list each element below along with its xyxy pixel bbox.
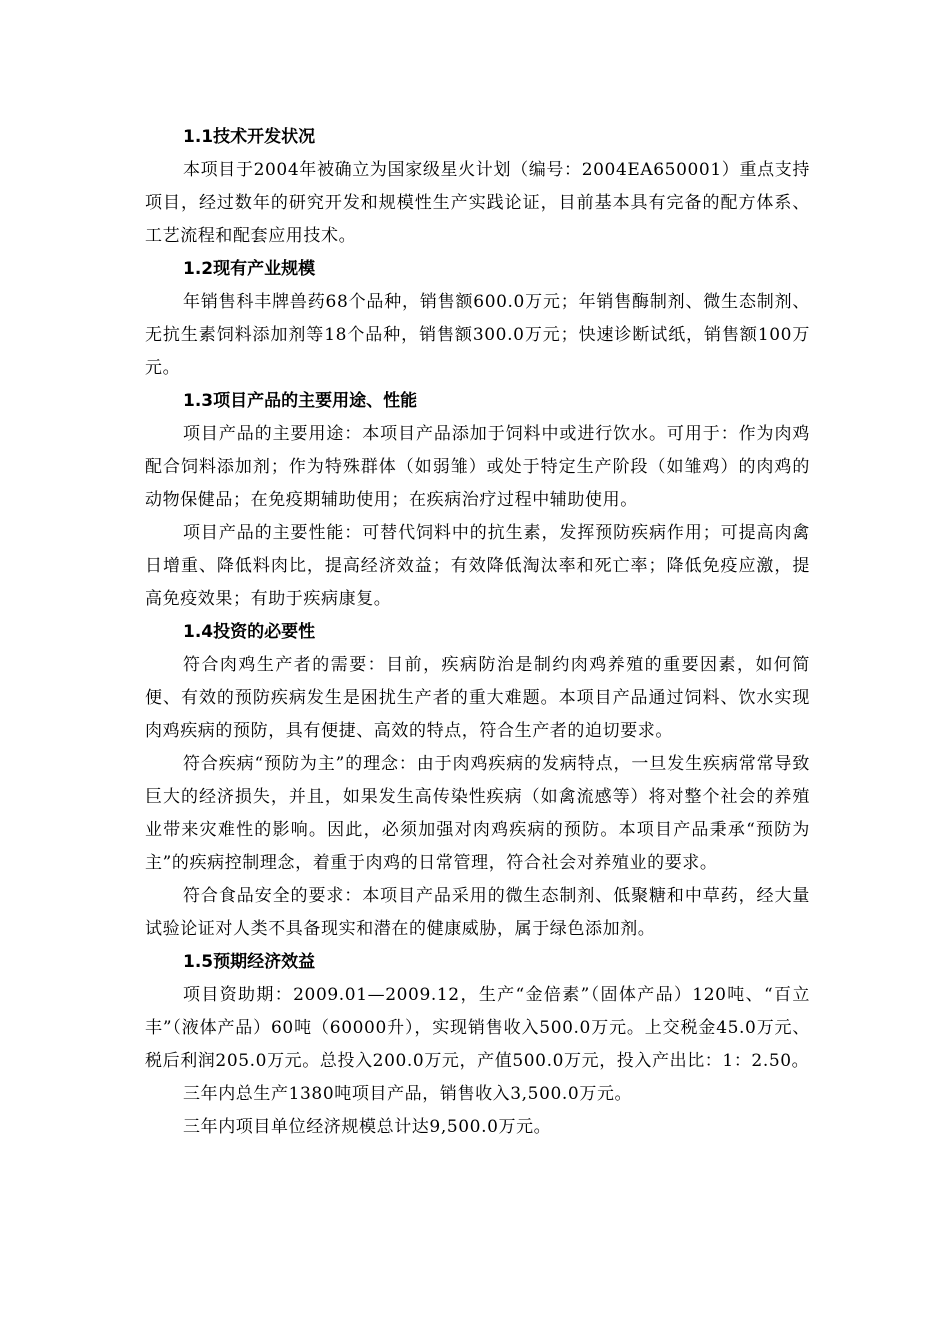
paragraph-1-3-b: 项目产品的主要性能：可替代饲料中的抗生素，发挥预防疾病作用；可提高肉禽日增重、降低料肉比，提高经济效益；有效降低淘汰率和死亡率；降低免疫应激，提高免疫效果；有助于疾病康复。 (145, 523, 810, 609)
paragraph-1-4-a: 符合肉鸡生产者的需要：目前，疾病防治是制约肉鸡养殖的重要因素，如何简便、有效的预防疾病发生是困扰生产者的重大难题。本项目产品通过饲料、饮水实现肉鸡疾病的预防，具有便捷、高效的特点，符合生产者的迫切要求。 (145, 655, 810, 741)
section-heading-1-2: 1.2现有产业规模 (183, 259, 316, 279)
document-body (145, 121, 810, 1144)
paragraph-1-5-b: 三年内总生产1380吨项目产品，销售收入3,500.0万元。 (183, 1084, 633, 1104)
paragraph-1-5-a: 项目资助期：2009.01—2009.12，生产“金倍素”（固体产品）120吨、“百立丰”（液体产品）60吨（60000升），实现销售收入500.0万元。上交税金45.0万元、税后利润205.0万元。总投入200.0万元，产值500.0万元，投入产出比：1：2.50。 (145, 985, 810, 1071)
paragraph-1-5-c: 三年内项目单位经济规模总计达9,500.0万元。 (183, 1117, 552, 1137)
section-heading-1-1: 1.1技术开发状况 (183, 127, 316, 147)
paragraph-1-2-a: 年销售科丰牌兽药68个品种，销售额600.0万元；年销售酶制剂、微生态制剂、无抗生素饲料添加剂等18个品种，销售额300.0万元；快速诊断试纸，销售额100万元。 (145, 292, 810, 378)
section-heading-1-4: 1.4投资的必要性 (183, 622, 316, 642)
paragraph-1-3-a: 项目产品的主要用途：本项目产品添加于饲料中或进行饮水。可用于：作为肉鸡配合饲料添加剂；作为特殊群体（如弱雏）或处于特定生产阶段（如雏鸡）的肉鸡的动物保健品；在免疫期辅助使用；在疾病治疗过程中辅助使用。 (145, 424, 810, 510)
paragraph-1-4-b: 符合疾病“预防为主”的理念：由于肉鸡疾病的发病特点，一旦发生疾病常常导致巨大的经济损失，并且，如果发生高传染性疾病（如禽流感等）将对整个社会的养殖业带来灾难性的影响。因此，必须加强对肉鸡疾病的预防。本项目产品秉承“预防为主”的疾病控制理念，着重于肉鸡的日常管理，符合社会对养殖业的要求。 (145, 754, 810, 873)
paragraph-1-1-a: 本项目于2004年被确立为国家级星火计划（编号：2004EA650001）重点支持项目，经过数年的研究开发和规模性生产实践论证，目前基本具有完备的配方体系、工艺流程和配套应用技术。 (145, 160, 810, 246)
section-heading-1-5: 1.5预期经济效益 (183, 952, 316, 972)
paragraph-1-4-c: 符合食品安全的要求：本项目产品采用的微生态制剂、低聚糖和中草药，经大量试验论证对人类不具备现实和潜在的健康威胁，属于绿色添加剂。 (145, 886, 810, 939)
section-heading-1-3: 1.3项目产品的主要用途、性能 (183, 391, 418, 411)
